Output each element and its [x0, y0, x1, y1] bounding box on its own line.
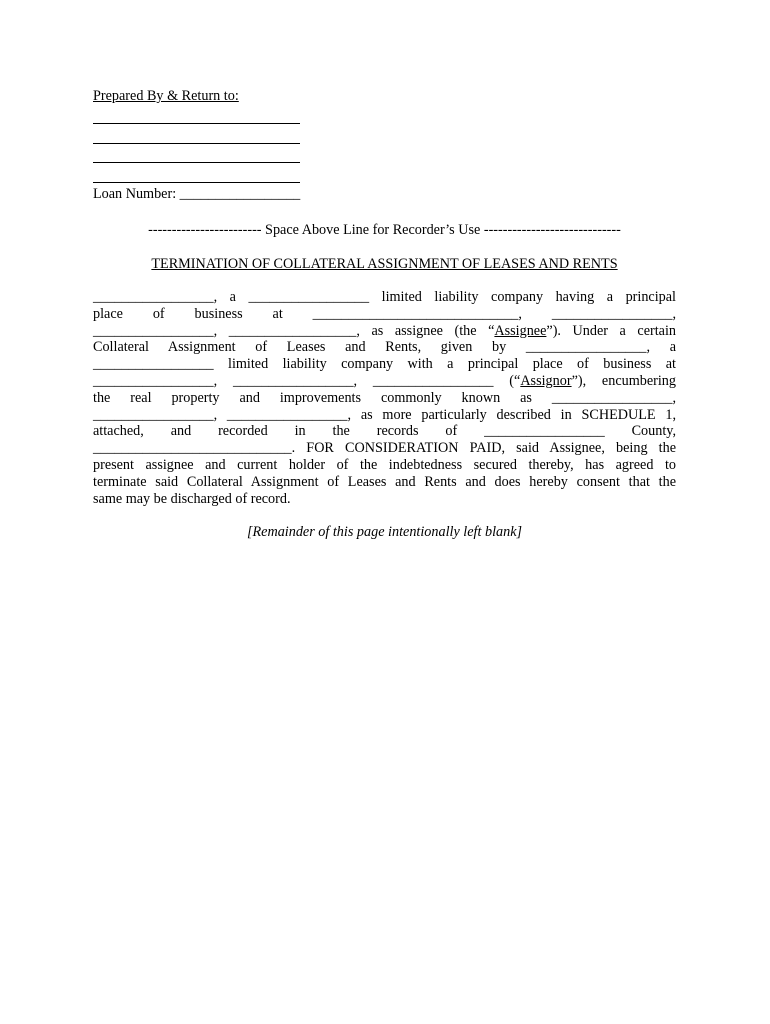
assignee-term: Assignee	[494, 322, 547, 339]
address-line-1	[93, 123, 300, 124]
address-line-4	[93, 182, 300, 183]
body-text-segment: _________________, __________________, as assignee (the “	[93, 322, 495, 339]
body-line: present assignee and current holder of the indebtedness secured thereby, has agreed to	[93, 456, 676, 473]
body-line	[93, 373, 676, 390]
body-paragraph	[93, 289, 676, 507]
body-line: _________________, a _________________ limited liability company having a principal	[93, 289, 676, 305]
assignor-term: Assignor	[520, 372, 572, 389]
address-line-2	[93, 143, 300, 144]
body-text-segment: _________________, _________________, _________________ (“	[93, 372, 521, 389]
body-line: _________________, _________________, as more particularly described in SCHEDULE 1,	[93, 406, 676, 423]
body-line: _________________ limited liability company with a principal place of business at	[93, 356, 676, 373]
body-line: attached, and recorded in the records of _________________ County,	[93, 423, 676, 440]
body-text-segment: ”), encumbering	[571, 372, 676, 389]
body-line: place of business at _____________________________, _________________,	[93, 305, 676, 322]
recorder-use-line: ------------------------ Space Above Line for Recorder’s Use -----------------------------	[148, 222, 621, 238]
body-line: the real property and improvements commonly known as _________________,	[93, 389, 676, 406]
body-text-segment: ”). Under a certain	[546, 322, 676, 339]
body-line: terminate said Collateral Assignment of Leases and Rents and does hereby consent that the	[93, 473, 676, 490]
body-line: same may be discharged of record.	[93, 490, 291, 507]
document-title: TERMINATION OF COLLATERAL ASSIGNMENT OF LEASES AND RENTS	[151, 256, 618, 272]
body-line: ____________________________. FOR CONSIDERATION PAID, said Assignee, being the	[93, 440, 676, 457]
prepared-by-label: Prepared By & Return to:	[93, 88, 239, 104]
remainder-note: [Remainder of this page intentionally left blank]	[246, 524, 523, 540]
body-line	[93, 323, 676, 340]
loan-number-field: Loan Number: _________________	[93, 186, 301, 202]
body-line: Collateral Assignment of Leases and Rents, given by _________________, a	[93, 339, 676, 356]
address-line-3	[93, 162, 300, 163]
